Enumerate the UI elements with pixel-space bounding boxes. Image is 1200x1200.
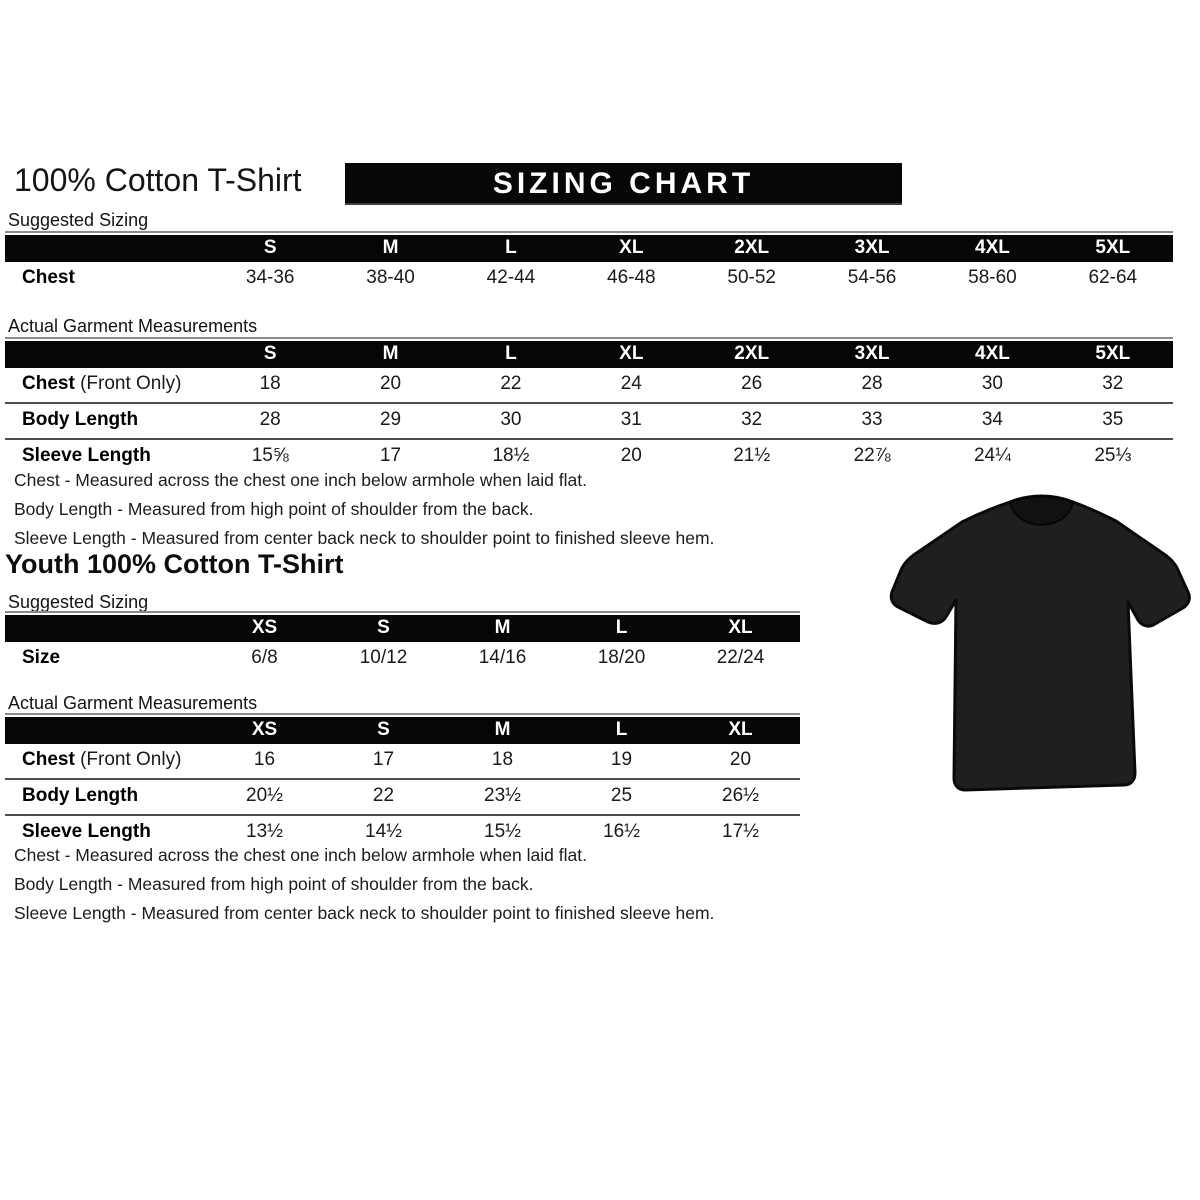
header-row: [5, 615, 800, 642]
value-cell: 50-52: [727, 267, 776, 288]
value-cell: 26: [741, 373, 763, 394]
row-label: Chest (Front Only): [22, 373, 182, 394]
header-row: [5, 341, 1173, 368]
table-row: [5, 744, 800, 779]
value-cell: 38-40: [366, 267, 415, 288]
column-header-l: L: [451, 235, 571, 262]
value-cell: 30: [451, 403, 571, 439]
youth-suggested-sizing-label: Suggested Sizing: [8, 592, 149, 612]
note-line: Chest - Measured across the chest one inch below armhole when laid flat.: [14, 845, 587, 865]
corner-cell: [5, 235, 210, 262]
table-row: [5, 403, 1173, 439]
row-label: Chest (Front Only): [22, 749, 182, 770]
table-row: [5, 368, 1173, 403]
value-cell: 18/20: [597, 647, 646, 668]
table-row: [5, 779, 800, 815]
column-header-2xl: 2XL: [692, 341, 812, 368]
note-line: Body Length - Measured from high point of shoulder from the back.: [14, 499, 534, 519]
adult-suggested-table: [5, 235, 1173, 296]
value-cell: 20: [571, 439, 691, 474]
column-header-3xl: 3XL: [812, 341, 932, 368]
value-cell: 24¼: [932, 439, 1052, 474]
value-cell: 10/12: [359, 647, 408, 668]
column-header-m: M: [330, 235, 450, 262]
value-cell: 20: [379, 373, 402, 394]
value-cell: 62-64: [1088, 267, 1138, 288]
column-header-xl: XL: [571, 341, 691, 368]
note-line: Sleeve Length - Measured from center back neck to shoulder point to finished sleeve hem.: [14, 528, 715, 548]
adult-measurements-table-wrap: [5, 337, 1173, 474]
adult-measurements-table: [5, 341, 1173, 474]
value-cell: 34-36: [245, 267, 295, 288]
column-header-l: L: [562, 615, 681, 642]
youth-measurements-label: Actual Garment Measurements: [8, 693, 258, 713]
value-cell: 34: [932, 403, 1052, 439]
value-cell: 26½: [681, 779, 800, 815]
value-cell: 15½: [443, 815, 562, 850]
value-cell: 18: [259, 373, 281, 394]
value-cell: 20½: [205, 779, 324, 815]
column-header-m: M: [443, 717, 562, 744]
youth-suggested-table: [5, 615, 800, 676]
row-label: Sleeve Length: [5, 439, 210, 474]
column-header-s: S: [210, 235, 330, 262]
row-label: Body Length: [5, 403, 210, 439]
column-header-xl: XL: [681, 615, 800, 642]
sizing-chart-banner-text: SIZING CHART: [492, 167, 755, 200]
note-line: Body Length - Measured from high point of shoulder from the back.: [14, 874, 534, 894]
value-cell: 28: [861, 373, 883, 394]
column-header-m: M: [330, 341, 450, 368]
column-header-3xl: 3XL: [812, 235, 932, 262]
value-cell: 29: [330, 403, 450, 439]
value-cell: 15⅝: [210, 439, 330, 474]
row-label: Size: [22, 647, 61, 668]
page-title: 100% Cotton T-Shirt: [14, 162, 302, 198]
value-cell: 31: [571, 403, 691, 439]
corner-cell: [5, 341, 210, 368]
value-cell: 20: [729, 749, 752, 770]
row-label: Chest: [22, 267, 75, 288]
column-header-l: L: [562, 717, 681, 744]
value-cell: 18½: [451, 439, 571, 474]
value-cell: 58-60: [968, 267, 1017, 288]
column-header-s: S: [324, 717, 443, 744]
column-header-xl: XL: [571, 235, 691, 262]
note-line: Chest - Measured across the chest one inch below armhole when laid flat.: [14, 470, 587, 490]
tshirt-body-shape: [891, 496, 1189, 790]
table-row: [5, 262, 1173, 296]
column-header-4xl: 4XL: [932, 341, 1052, 368]
header-row: [5, 235, 1173, 262]
sizing-chart-banner: [345, 163, 902, 205]
column-header-2xl: 2XL: [692, 235, 812, 262]
value-cell: 22/24: [716, 647, 765, 668]
column-header-l: L: [451, 341, 571, 368]
value-cell: 16: [253, 749, 276, 770]
value-cell: 18: [491, 749, 514, 770]
value-cell: 28: [210, 403, 330, 439]
column-header-xs: XS: [205, 615, 324, 642]
value-cell: 14/16: [478, 647, 527, 668]
row-label: Body Length: [5, 779, 205, 815]
adult-suggested-sizing-label: Suggested Sizing: [8, 210, 149, 230]
value-cell: 35: [1053, 403, 1173, 439]
row-label: Sleeve Length: [5, 815, 205, 850]
adult-measurement-notes: [14, 466, 714, 553]
value-cell: 54-56: [847, 267, 897, 288]
column-header-4xl: 4XL: [932, 235, 1052, 262]
youth-title: Youth 100% Cotton T-Shirt: [5, 549, 344, 579]
value-cell: 32: [1102, 373, 1124, 394]
black-tshirt-image: [888, 470, 1193, 805]
column-header-s: S: [324, 615, 443, 642]
value-cell: 22: [324, 779, 443, 815]
table-row: [5, 642, 800, 676]
youth-measurement-notes: [14, 841, 714, 928]
adult-suggested-table-wrap: [5, 231, 1173, 296]
value-cell: 22⅞: [812, 439, 932, 474]
youth-suggested-table-wrap: [5, 611, 800, 676]
corner-cell: [5, 717, 205, 744]
value-cell: 32: [692, 403, 812, 439]
value-cell: 33: [812, 403, 932, 439]
note-line: Sleeve Length - Measured from center back neck to shoulder point to finished sleeve hem.: [14, 903, 715, 923]
column-header-m: M: [443, 615, 562, 642]
value-cell: 22: [500, 373, 522, 394]
value-cell: 14½: [324, 815, 443, 850]
value-cell: 42-44: [486, 267, 536, 288]
value-cell: 17: [372, 749, 395, 770]
value-cell: 23½: [443, 779, 562, 815]
value-cell: 24: [620, 373, 642, 394]
value-cell: 30: [981, 373, 1003, 394]
youth-measurements-table-wrap: [5, 713, 800, 850]
column-header-xl: XL: [681, 717, 800, 744]
value-cell: 17½: [681, 815, 800, 850]
value-cell: 16½: [562, 815, 681, 850]
value-cell: 25⅓: [1053, 439, 1173, 474]
value-cell: 19: [610, 749, 633, 770]
column-header-5xl: 5XL: [1053, 235, 1173, 262]
header-row: [5, 717, 800, 744]
value-cell: 17: [330, 439, 450, 474]
column-header-xs: XS: [205, 717, 324, 744]
column-header-5xl: 5XL: [1053, 341, 1173, 368]
value-cell: 6/8: [251, 647, 278, 668]
youth-measurements-table: [5, 717, 800, 850]
column-header-s: S: [210, 341, 330, 368]
value-cell: 46-48: [607, 267, 656, 288]
corner-cell: [5, 615, 205, 642]
value-cell: 25: [562, 779, 681, 815]
value-cell: 13½: [205, 815, 324, 850]
value-cell: 21½: [692, 439, 812, 474]
adult-measurements-label: Actual Garment Measurements: [8, 316, 258, 336]
